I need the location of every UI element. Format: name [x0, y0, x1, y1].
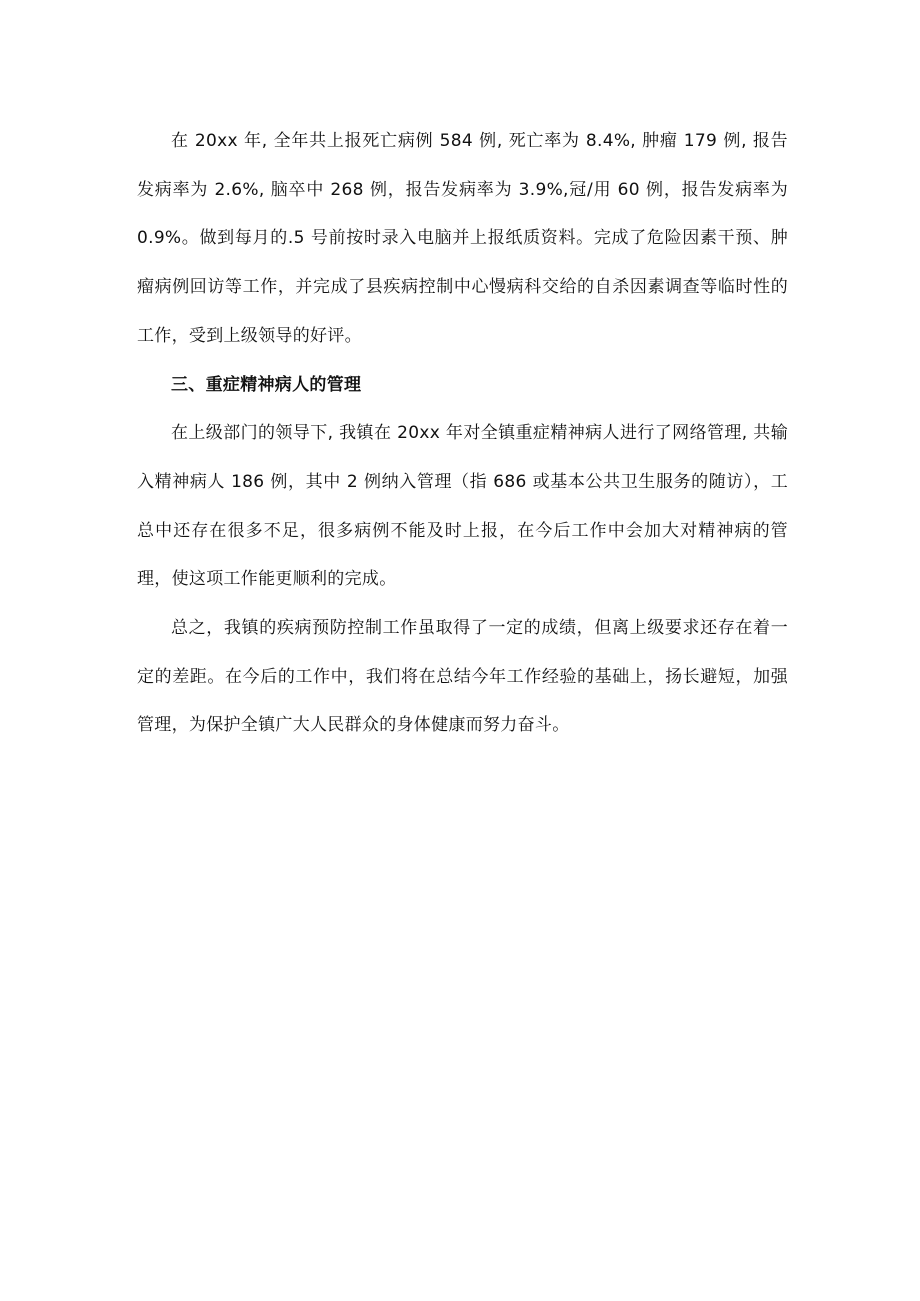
- paragraph-mental-illness-management: 在上级部门的领导下, 我镇在 20xx 年对全镇重症精神病人进行了网络管理, 共输入精神病人 186 例，其中 2 例纳入管理（指 686 或基本公共卫生服务的随访），工总中还存在很多不足，很多病例不能及时上报，在今后工作中会加大对精神病的管理，使这项工作能更顺利的完成。: [137, 423, 788, 590]
- section-heading-mental-illness: 三、重症精神病人的管理: [171, 374, 362, 395]
- paragraph-summary: 总之，我镇的疾病预防控制工作虽取得了一定的成绩，但离上级要求还存在着一定的差距。在今后的工作中，我们将在总结今年工作经验的基础上，扬长避短，加强管理，为保护全镇广大人民群众的身体健康而努力奋斗。: [137, 618, 788, 736]
- paragraph-chronic-disease-report: 在 20xx 年, 全年共上报死亡病例 584 例, 死亡率为 8.4%, 肿瘤 179 例, 报告发病率为 2.6%, 脑卒中 268 例，报告发病率为 3.9%,冠/用 60 例，报告发病率为 0.9%。做到每月的.5 号前按时录入电脑并上报纸质资料。完成了危险因素干预、肿瘤病例回访等工作，并完成了县疾病控制中心慢病科交给的自杀因素调查等临时性的工作，受到上级领导的好评。: [137, 131, 788, 346]
